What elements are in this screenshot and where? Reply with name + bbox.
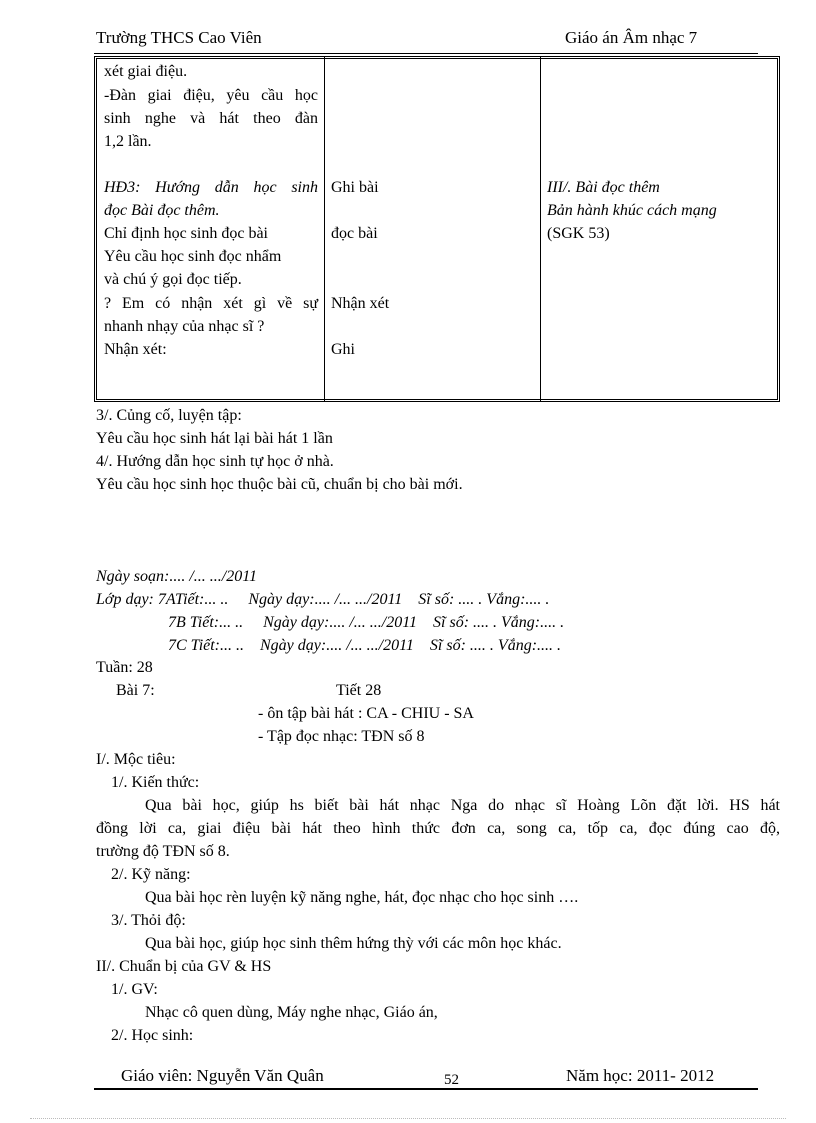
subsection-attitude: 3/. Thỏi độ: [111, 912, 186, 929]
lesson-number: Bài 7: [116, 682, 155, 699]
table-divider-2 [540, 56, 541, 402]
col2-line: đọc bài [331, 225, 378, 242]
class-schedule-7b: 7B Tiết:... .. Ngày dạy:.... /... .../2011 Sĩ số: .... . Vắng:.... . [168, 614, 565, 631]
skills-text: Qua bài học rèn luyện kỹ năng nghe, hát, đọc nhạc cho học sinh …. [145, 889, 579, 906]
col2-line: Ghi [331, 341, 355, 358]
class-schedule-7c: 7C Tiết:... .. Ngày dạy:.... /... .../2011 Sĩ số: .... . Vắng:.... . [168, 637, 562, 654]
homework-title: 4/. Hướng dẫn học sinh tự học ở nhà. [96, 453, 334, 470]
subsection-skills: 2/. Kỹ năng: [111, 866, 191, 883]
consolidation-title: 3/. Củng cố, luyện tập: [96, 407, 242, 424]
lesson-item: - ôn tập bài hát : CA - CHIU - SA [258, 705, 474, 722]
col1-activity-title: đọc Bài đọc thêm. [104, 202, 220, 219]
col2-line: Ghi bài [331, 179, 379, 196]
col1-line: sinh nghe và hát theo đàn [104, 110, 318, 127]
page-number: 52 [444, 1072, 459, 1088]
col3-reference: (SGK 53) [547, 225, 610, 242]
subsection-teacher: 1/. GV: [111, 981, 158, 998]
section-preparation: II/. Chuẩn bị của GV & HS [96, 958, 272, 975]
section-objectives: I/. Mộc tiêu: [96, 751, 176, 768]
col3-section-title: III/. Bài đọc thêm [547, 179, 660, 196]
col1-line: -Đàn giai điệu, yêu cầu học [104, 87, 318, 104]
period-number: Tiết 28 [336, 682, 382, 699]
class-schedule-7a: Lớp dạy: 7ATiết:... .. Ngày dạy:.... /... .../2011 Sĩ số: .... . Vắng:.... . [96, 591, 550, 608]
week-label: Tuần: 28 [96, 659, 153, 676]
table-divider-1 [324, 56, 325, 402]
knowledge-text: trường độ TĐN số 8. [96, 843, 230, 860]
col3-subtitle: Bản hành khúc cách mạng [547, 202, 717, 219]
knowledge-text: đồng lời ca, giai điệu bài hát theo hình thức đơn ca, song ca, tốp ca, đọc đúng cao độ, [96, 820, 780, 837]
header-subject: Giáo án Âm nhạc 7 [565, 28, 698, 47]
col1-line: ? Em có nhận xét gì về sự [104, 295, 318, 312]
page-edge [30, 1118, 786, 1119]
col1-line: Nhận xét: [104, 341, 167, 358]
subsection-knowledge: 1/. Kiến thức: [111, 774, 200, 791]
attitude-text: Qua bài học, giúp học sinh thêm hứng thỳ với các môn học khác. [145, 935, 562, 952]
footer-teacher: Giáo viên: Nguyễn Văn Quân [121, 1066, 324, 1085]
col1-line: Chỉ định học sinh đọc bài [104, 225, 268, 242]
col1-activity-title: HĐ3: Hướng dẫn học sinh [104, 179, 318, 196]
footer-year: Năm học: 2011- 2012 [566, 1066, 715, 1085]
header-school: Trường THCS Cao Viên [96, 28, 262, 47]
date-prepared: Ngày soạn:.... /... .../2011 [96, 568, 258, 585]
col1-line: Yêu cầu học sinh đọc nhẩm [104, 248, 282, 265]
col1-line: 1,2 lần. [104, 133, 152, 150]
footer-rule [94, 1088, 758, 1090]
knowledge-text: Qua bài học, giúp hs biết bài hát nhạc Nga do nhạc sĩ Hoàng Lõn đặt lời. HS hát [145, 797, 780, 814]
col1-line: và chú ý gọi đọc tiếp. [104, 271, 242, 288]
col1-line: xét giai điệu. [104, 63, 188, 80]
col1-line: nhanh nhạy của nhạc sĩ ? [104, 318, 265, 335]
lesson-item: - Tập đọc nhạc: TĐN số 8 [258, 728, 425, 745]
teacher-materials: Nhạc cô quen dùng, Máy nghe nhạc, Giáo án, [145, 1004, 438, 1021]
homework-text: Yêu cầu học sinh học thuộc bài cũ, chuẩn bị cho bài mới. [96, 476, 463, 493]
col2-line: Nhận xét [331, 295, 390, 312]
subsection-students: 2/. Học sinh: [111, 1027, 194, 1044]
consolidation-text: Yêu cầu học sinh hát lại bài hát 1 lần [96, 430, 333, 447]
header-rule [94, 53, 758, 54]
